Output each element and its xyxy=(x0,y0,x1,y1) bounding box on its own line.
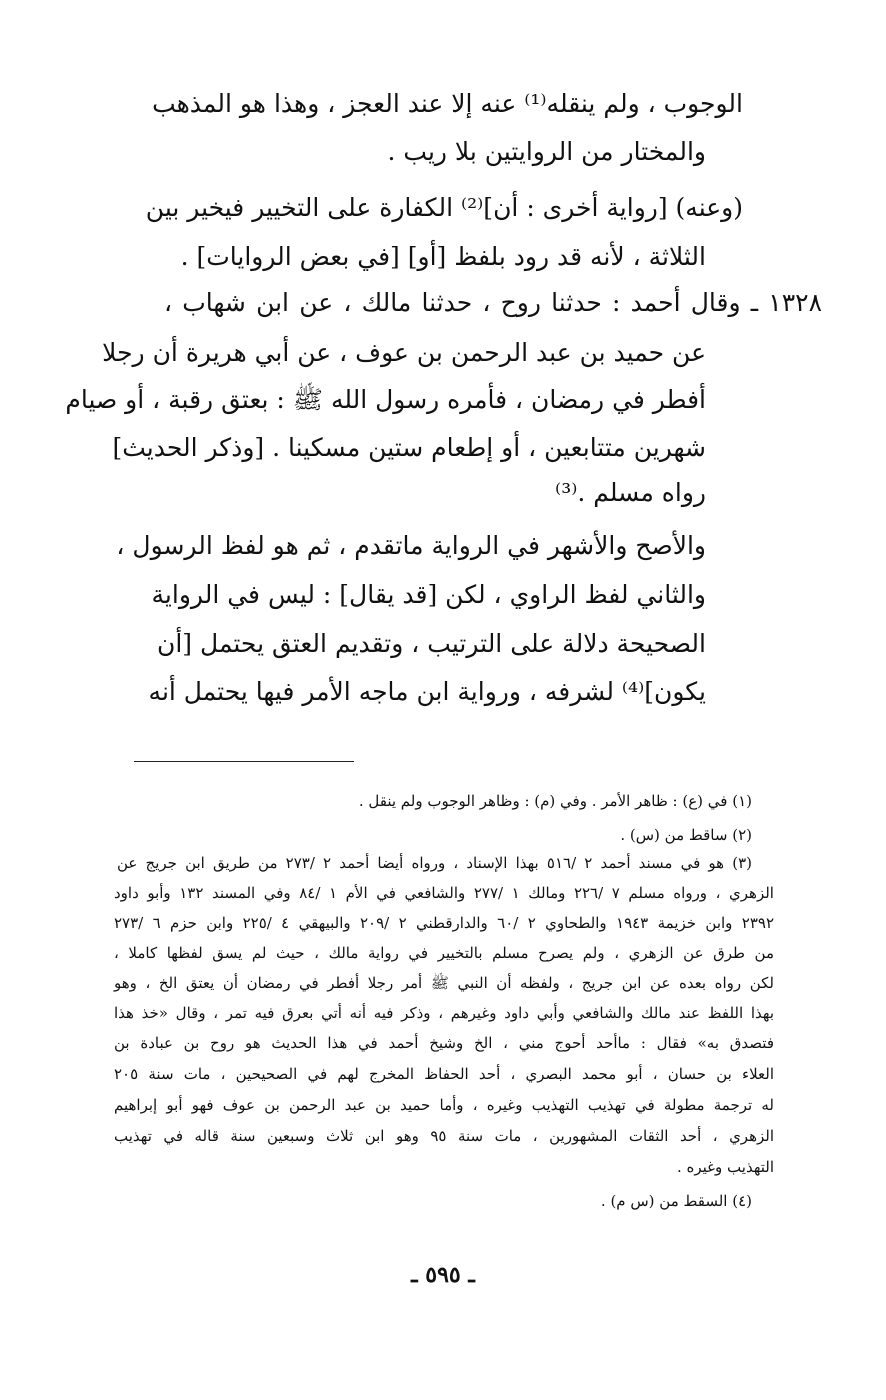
footnote-4: (٤) السقط من (س م) . xyxy=(600,1192,752,1210)
footnote-3-line-3: ٢٣٩٢ وابن خزيمة ١٩٤٣ والطحاوي ٢ /٦٠ والدارقطني ٢ /٢٠٩ والبيهقي ٤ /٢٢٥ وابن حزم ٦ /٢٧٣ xyxy=(114,914,775,932)
main-line-11: والثاني لفظ الراوي ، لكن [قد يقال] : ليس في الرواية xyxy=(151,580,706,609)
footnote-3-line-1: (٣) هو في مسند أحمد ٢ /٥١٦ بهذا الإسناد ، ورواه أيضا أحمد ٢ /٢٧٣ من طريق ابن جريج عن xyxy=(117,854,753,872)
footnote-separator xyxy=(134,761,354,762)
footnote-3-line-2: الزهري ، ورواه مسلم ٧ /٢٢٦ ومالك ١ /٢٧٧ والشافعي في الأم ١ /٨٤ وفي المسند ١٣٢ وأبو داود xyxy=(114,884,774,902)
footnote-3-line-5: لكن رواه بعده عن ابن جريج ، ولفظه أن النبي ﷺ أمر رجلا أفطر في رمضان أن يعتق الخ ، وهو xyxy=(114,974,774,992)
main-line-12: الصحيحة دلالة على الترتيب ، وتقديم العتق يحتمل [أن xyxy=(157,629,706,658)
footnote-3-line-4: من طرق عن الزهري ، ولم يصرح مسلم بالتخيير في رواية مالك ، حيث لم يسق لفظها كاملا ، xyxy=(114,944,774,962)
footnote-3-line-6: بهذا اللفظ عند مالك والشافعي وأبي داود وغيرهم ، وذكر فيه أنه أتي بعرق فيه تمر ، وقال «خذ هذا xyxy=(114,1004,774,1022)
footnote-1: (١) في (ع) : ظاهر الأمر . وفي (م) : وظاهر الوجوب ولم ينقل . xyxy=(358,792,752,810)
main-line-5-hadith-number: ١٣٢٨ ـ وقال أحمد : حدثنا روح ، حدثنا مالك ، عن ابن شهاب ، xyxy=(164,288,822,317)
footnote-3-line-7: فتصدق به» فقال : ماأحد أحوج مني ، الخ وشيخ أحمد في هذا الحديث هو روح بن عبادة بن xyxy=(114,1034,774,1052)
main-line-2: والمختار من الروايتين بلا ريب . xyxy=(387,137,706,166)
page-number: ـ ٥٩٥ ـ xyxy=(411,1262,475,1288)
main-line-7: أفطر في رمضان ، فأمره رسول الله ﷺ : بعتق رقبة ، أو صيام xyxy=(65,385,706,414)
main-line-1: الوجوب ، ولم ينقله⁽¹⁾ عنه إلا عند العجز ، وهذا هو المذهب xyxy=(152,89,743,118)
main-line-13: يكون]⁽⁴⁾ لشرفه ، ورواية ابن ماجه الأمر فيها يحتمل أنه xyxy=(148,677,706,706)
main-line-10: والأصح والأشهر في الرواية ماتقدم ، ثم هو لفظ الرسول ، xyxy=(116,531,706,560)
main-line-3: (وعنه) [رواية أخرى : أن]⁽²⁾ الكفارة على التخيير فيخير بين xyxy=(145,193,743,222)
footnote-3-line-9: له ترجمة مطولة في تهذيب التهذيب وغيره ، وأما حميد بن عبد الرحمن بن عوف فهو أبو إبراهيم xyxy=(114,1096,774,1114)
main-line-6: عن حميد بن عبد الرحمن بن عوف ، عن أبي هريرة أن رجلا xyxy=(102,338,706,367)
main-line-8: شهرين متتابعين ، أو إطعام ستين مسكينا . [وذكر الحديث] xyxy=(112,433,706,462)
footnote-2: (٢) ساقط من (س) . xyxy=(620,826,752,844)
footnote-3-line-8: العلاء بن حسان ، أبو محمد البصري ، أحد الحفاظ المخرج لهم في الصحيحين ، مات سنة ٢٠٥ xyxy=(114,1065,774,1083)
main-line-9: رواه مسلم .⁽³⁾ xyxy=(555,478,706,507)
main-line-4: الثلاثة ، لأنه قد رود بلفظ [أو] [في بعض الروايات] . xyxy=(180,242,706,271)
footnote-3-line-10: الزهري ، أحد الثقات المشهورين ، مات سنة ٩٥ وهو ابن ثلاث وسبعين سنة قاله في تهذيب xyxy=(114,1127,775,1145)
footnote-3-line-11: التهذيب وغيره . xyxy=(676,1158,774,1176)
